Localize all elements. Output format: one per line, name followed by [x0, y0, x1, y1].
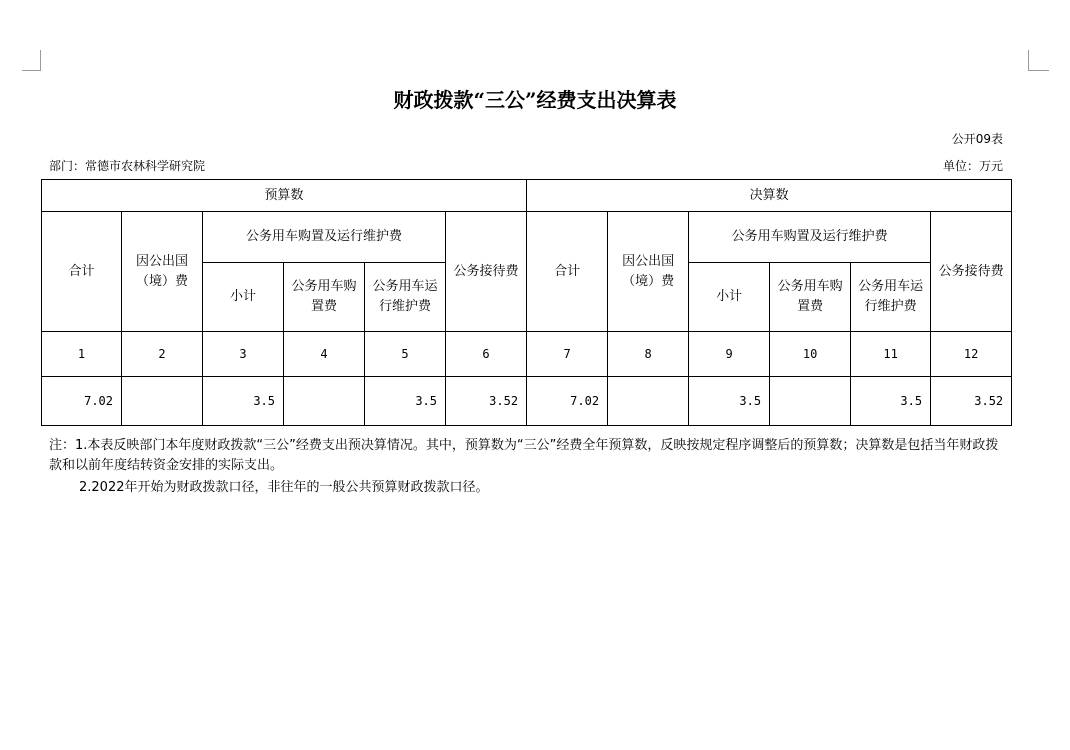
table-notes	[49, 436, 1009, 498]
budget-abroad-value	[122, 377, 203, 426]
budget-reception-value: 3.52	[446, 377, 527, 426]
final-vehicle-group-header: 公务用车购置及运行维护费	[689, 212, 931, 263]
note-2: 2.2022年开始为财政拨款口径，非往年的一般公共预算财政拨款口径。	[79, 480, 489, 495]
final-total-value: 7.02	[527, 377, 608, 426]
final-reception-value: 3.52	[931, 377, 1012, 426]
column-number: 4	[284, 332, 365, 377]
column-number: 12	[931, 332, 1012, 377]
final-abroad-header: 因公出国（境）费	[608, 212, 689, 332]
final-vehicle-operation-header: 公务用车运行维护费	[851, 263, 931, 332]
final-vehicle-purchase-value	[770, 377, 851, 426]
final-vehicle-purchase-header: 公务用车购置费	[770, 263, 851, 332]
page-corner-mark-left	[22, 50, 41, 71]
final-reception-header: 公务接待费	[931, 212, 1012, 332]
column-number: 11	[851, 332, 931, 377]
budget-vehicle-purchase-value	[284, 377, 365, 426]
budget-total-value: 7.02	[42, 377, 122, 426]
budget-vehicle-operation-header: 公务用车运行维护费	[365, 263, 446, 332]
budget-total-header: 合计	[42, 212, 122, 332]
column-number: 6	[446, 332, 527, 377]
budget-vehicle-operation-value: 3.5	[365, 377, 446, 426]
column-number: 3	[203, 332, 284, 377]
document-title: 财政拨款“三公”经费支出决算表	[393, 88, 677, 112]
budget-reception-header: 公务接待费	[446, 212, 527, 332]
budget-group-header: 预算数	[42, 180, 527, 212]
unit-label: 单位：万元	[942, 159, 1003, 173]
column-number-row	[42, 332, 1012, 377]
final-subtotal-header: 小计	[689, 263, 770, 332]
column-header-row	[42, 212, 1012, 263]
column-number: 7	[527, 332, 608, 377]
budget-vehicle-group-header: 公务用车购置及运行维护费	[203, 212, 446, 263]
final-abroad-value	[608, 377, 689, 426]
final-vehicle-subtotal-value: 3.5	[689, 377, 770, 426]
column-number: 5	[365, 332, 446, 377]
column-number: 10	[770, 332, 851, 377]
budget-vehicle-purchase-header: 公务用车购置费	[284, 263, 365, 332]
note-1: 注：1.本表反映部门本年度财政拨款“三公”经费支出预决算情况。其中，预算数为“三公”经费全年预算数，反映按规定程序调整后的预算数；决算数是包括当年财政拨款和以前年度结转资金安排的实际支出。	[49, 438, 999, 473]
final-group-header: 决算数	[527, 180, 1012, 212]
department-label: 部门：常德市农林科学研究院	[49, 159, 206, 173]
page-corner-mark-right	[1028, 50, 1049, 71]
budget-abroad-header: 因公出国（境）费	[122, 212, 203, 332]
data-row	[42, 377, 1012, 426]
budget-vehicle-subtotal-value: 3.5	[203, 377, 284, 426]
column-number: 1	[42, 332, 122, 377]
group-header-row	[42, 180, 1012, 212]
form-number: 公开09表	[951, 132, 1003, 146]
final-total-header: 合计	[527, 212, 608, 332]
budget-subtotal-header: 小计	[203, 263, 284, 332]
three-public-expenses-table	[41, 179, 1012, 426]
column-number: 2	[122, 332, 203, 377]
final-vehicle-operation-value: 3.5	[851, 377, 931, 426]
column-number: 9	[689, 332, 770, 377]
column-number: 8	[608, 332, 689, 377]
